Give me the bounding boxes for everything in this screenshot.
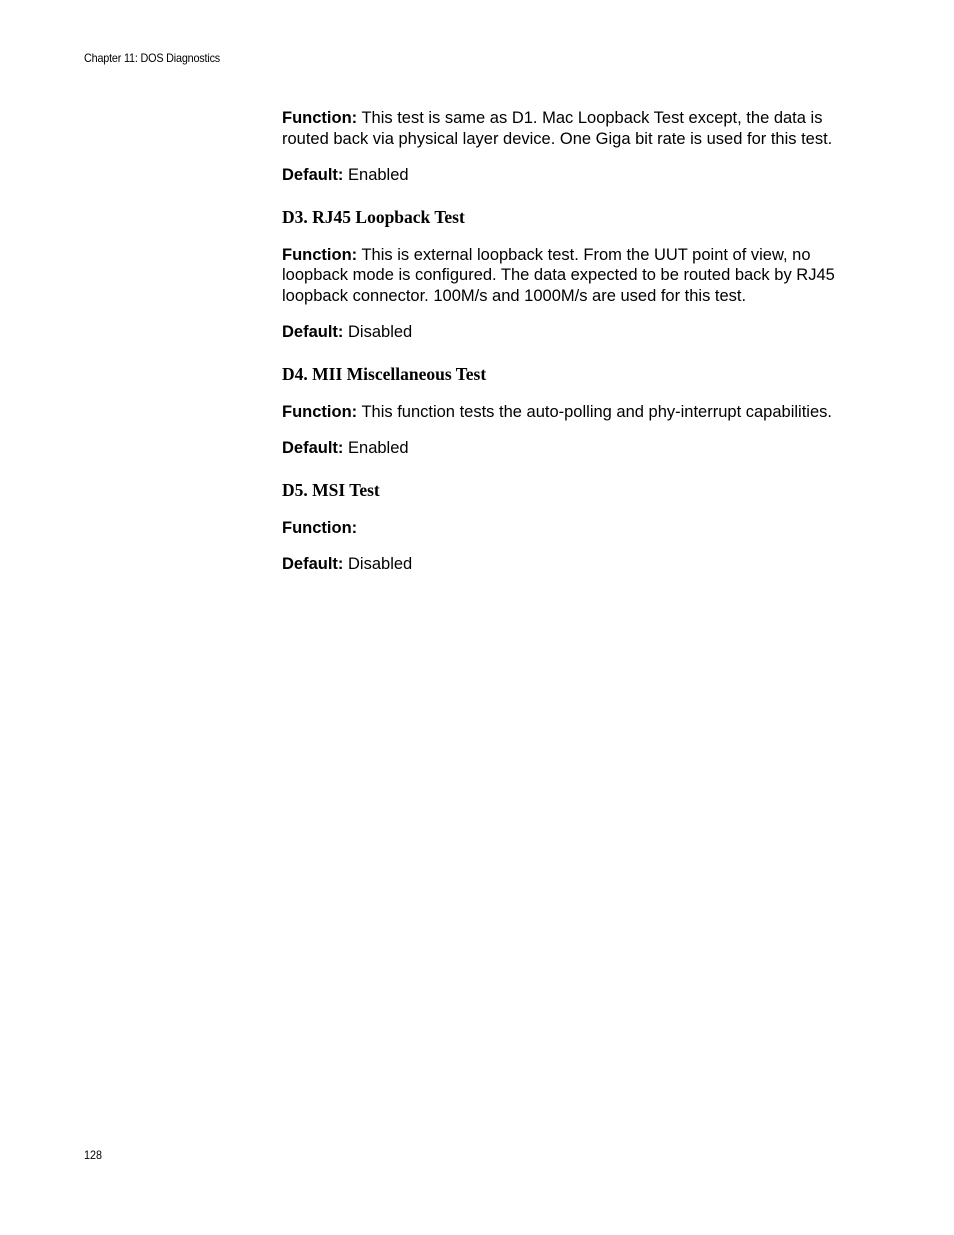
- default-label: Default:: [282, 555, 344, 573]
- function-label: Function:: [282, 109, 358, 127]
- page-content: [282, 108, 844, 575]
- default-value: Enabled: [343, 166, 409, 184]
- default-label: Default:: [282, 166, 344, 184]
- d5-default: [282, 554, 844, 575]
- d3-default: [282, 322, 844, 343]
- intro-default: [282, 165, 844, 186]
- running-header: Chapter 11: DOS Diagnostics: [84, 51, 221, 65]
- function-label: Function:: [282, 245, 358, 264]
- intro-function: [282, 108, 844, 149]
- page-number: 128: [84, 1148, 103, 1162]
- function-text: This test is same as D1. Mac Loopback Test except, the data is routed back via physical layer device. One Giga bit rate is used for this test.: [282, 109, 833, 148]
- default-value: Enabled: [343, 439, 409, 457]
- default-label: Default:: [282, 439, 344, 457]
- d4-default: [282, 438, 844, 459]
- d5-function: [282, 518, 844, 539]
- default-value: Disabled: [343, 323, 413, 341]
- section-heading-d5: D5. MSI Test: [282, 479, 380, 500]
- d3-function: [282, 245, 844, 307]
- default-label: Default:: [282, 323, 344, 341]
- function-text: This function tests the auto-polling and phy-interrupt capabilities.: [357, 402, 832, 421]
- function-label: Function:: [282, 518, 358, 537]
- default-value: Disabled: [343, 555, 413, 573]
- section-heading-d4: D4. MII Miscellaneous Test: [282, 363, 487, 384]
- function-label: Function:: [282, 402, 358, 421]
- function-text: This is external loopback test. From the UUT point of view, no loopback mode is configured. The data expected to be routed back by RJ45 loopback connector. 100M/s and 1000M/s are used for this test.: [282, 245, 835, 305]
- d4-function: [282, 402, 844, 423]
- section-heading-d3: D3. RJ45 Loopback Test: [282, 206, 465, 227]
